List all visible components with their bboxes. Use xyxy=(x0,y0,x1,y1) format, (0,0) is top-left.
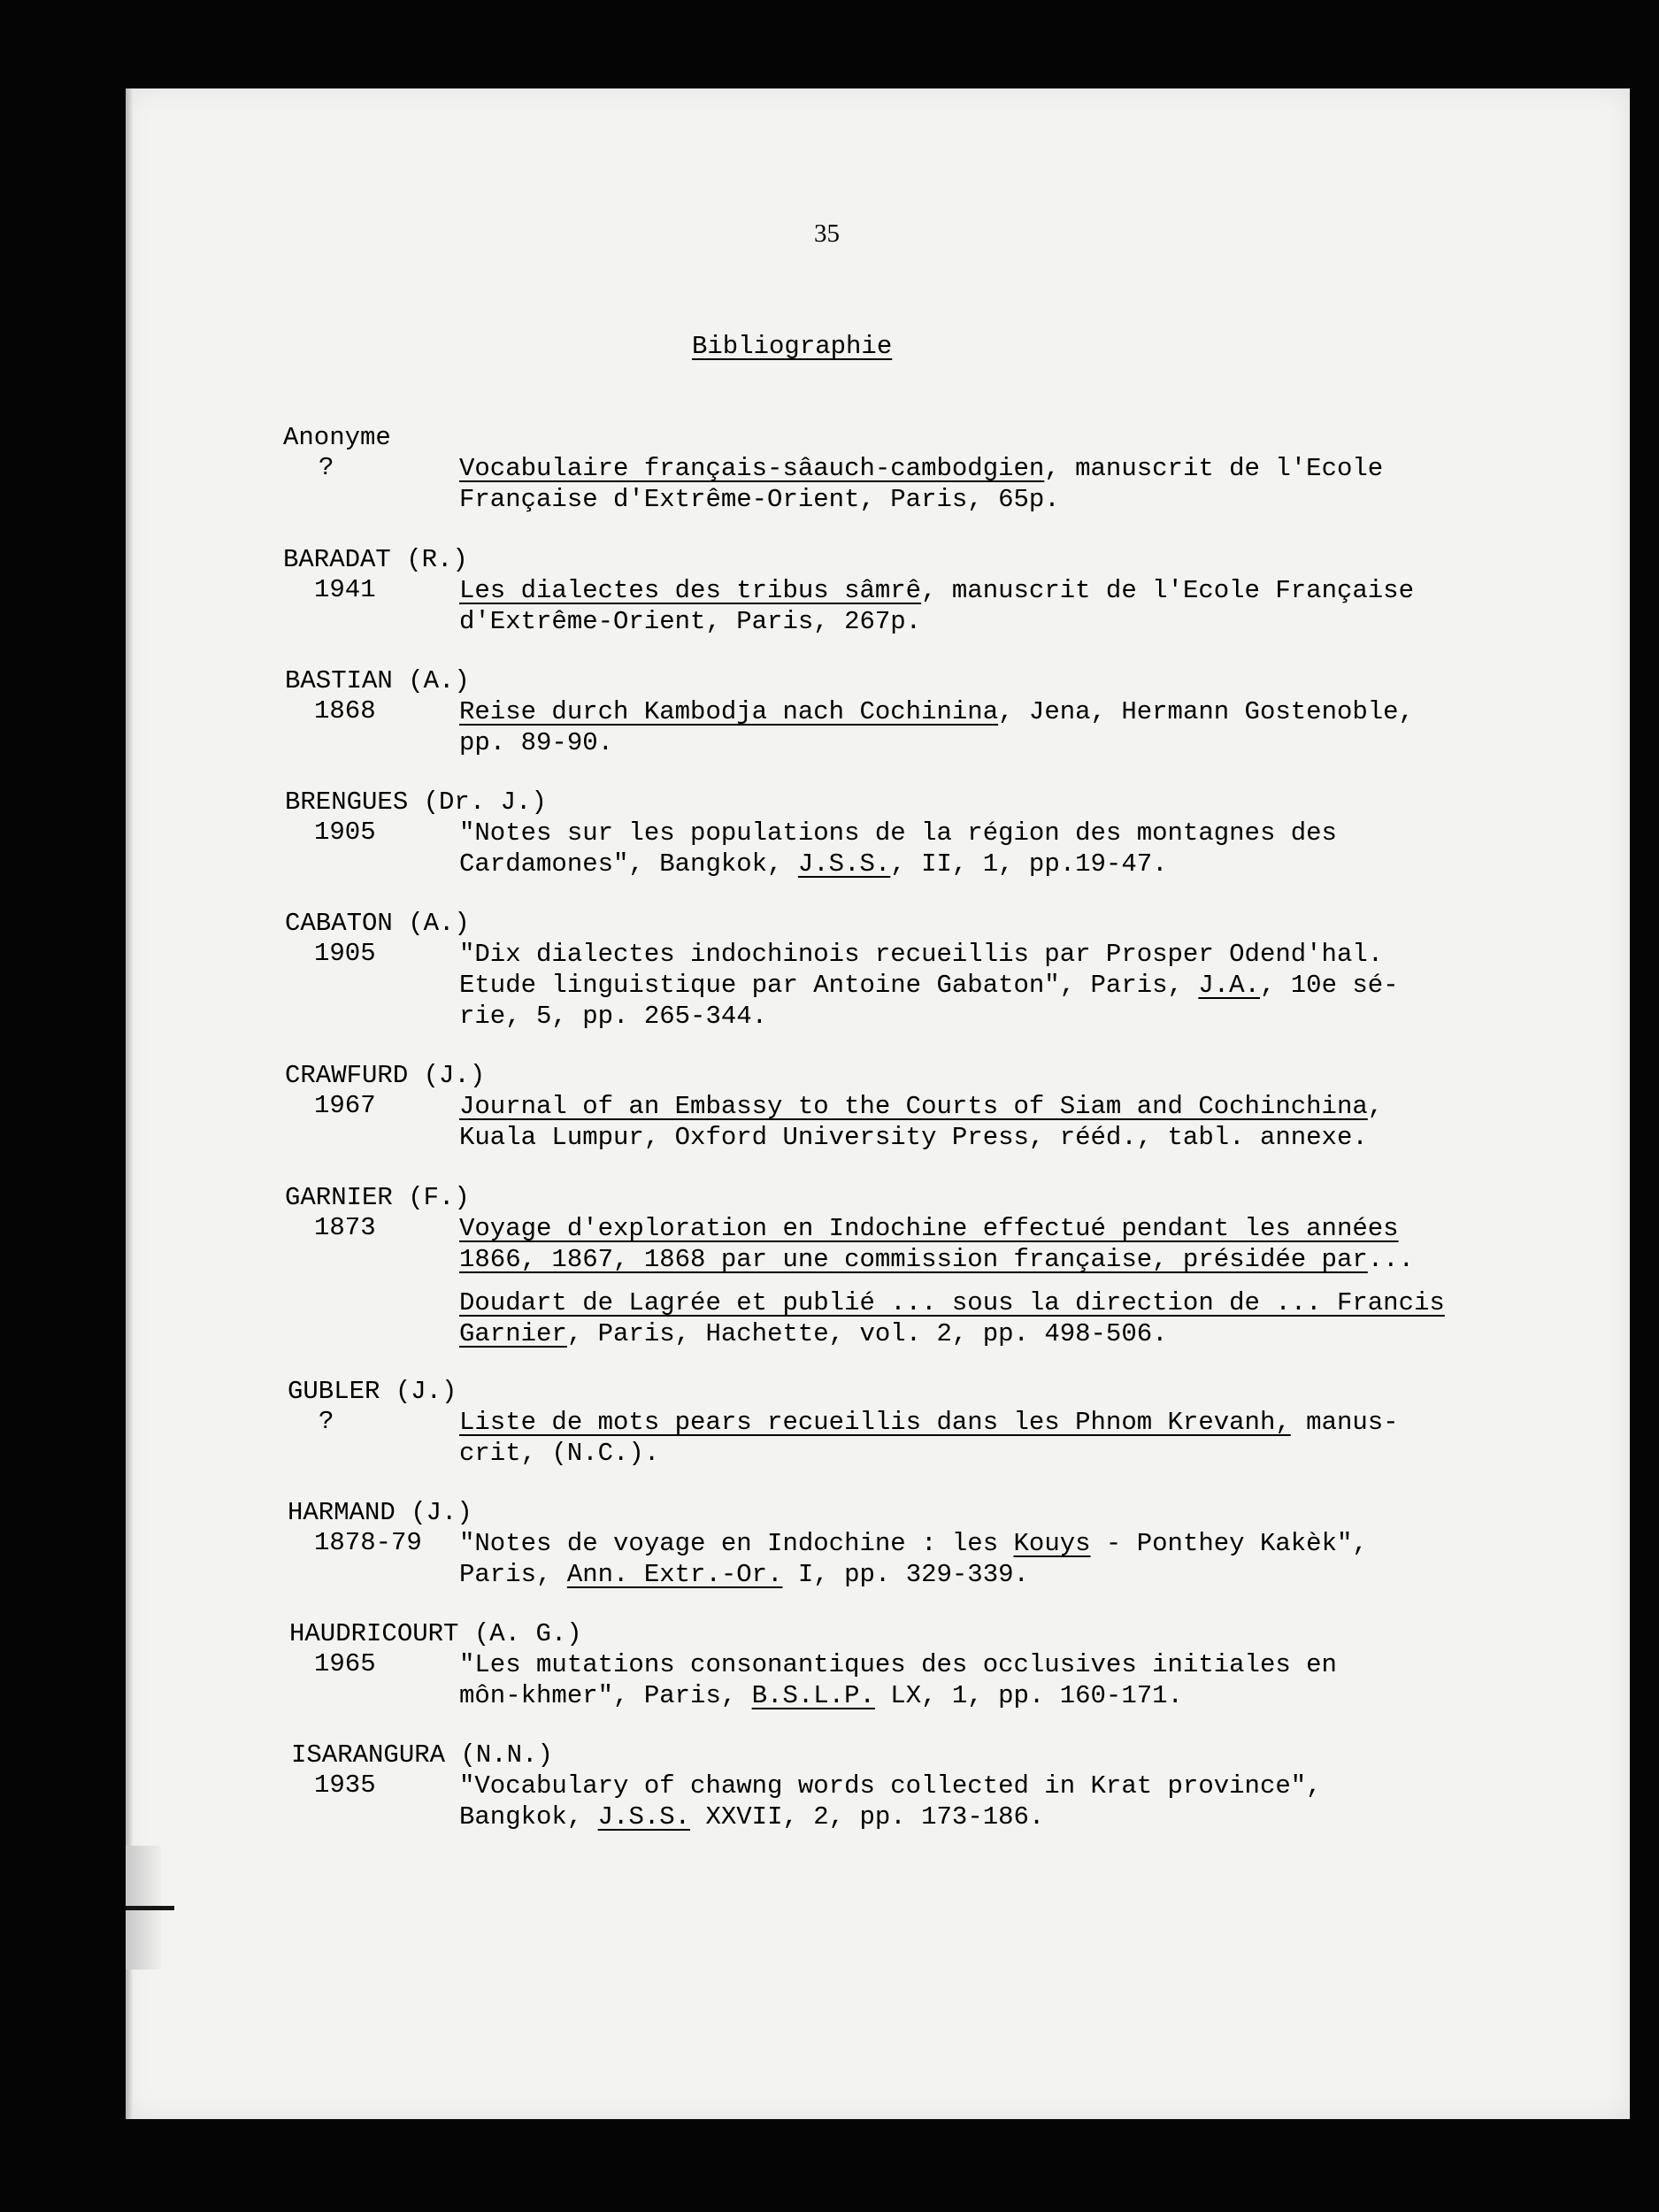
entry-text: , xyxy=(1367,1092,1384,1121)
entry-year: 1967 xyxy=(314,1091,376,1120)
entry-text-line xyxy=(459,1438,659,1469)
entry-text-line xyxy=(459,453,1383,484)
entry-text: Paris, xyxy=(459,1560,567,1589)
entry-text: , Jena, Hermann Gostenoble, xyxy=(998,697,1414,726)
entry-text-line xyxy=(459,1680,1183,1711)
entry-title-underlined: 1866, 1867, 1868 par une commission française, présidée par xyxy=(459,1245,1368,1274)
entry-text: "Vocabulary of chawng words collected in Krat province", xyxy=(459,1771,1322,1801)
entry-author: BRENGUES (Dr. J.) xyxy=(285,787,547,817)
entry-text-line xyxy=(459,1091,1383,1122)
entry-year: ? xyxy=(319,453,334,482)
page-fold-mark xyxy=(126,1906,174,1910)
entry-text-line xyxy=(459,818,1337,849)
entry-author: HARMAND (J.) xyxy=(288,1498,472,1527)
entry-author: CABATON (A.) xyxy=(285,909,470,938)
entry-title-underlined: Ann. Extr.-Or. xyxy=(566,1560,783,1589)
entry-title-underlined: Les dialectes des tribus sâmrê xyxy=(459,576,922,605)
entry-text-line xyxy=(459,1559,1029,1590)
entry-text-line xyxy=(459,1770,1322,1801)
entry-year: 1941 xyxy=(314,575,376,604)
entry-text: , II, 1, pp.19-47. xyxy=(890,849,1168,879)
entry-year: ? xyxy=(319,1407,334,1436)
entry-text: crit, (N.C.). xyxy=(459,1439,660,1468)
entry-text-line xyxy=(459,696,1414,727)
entry-text: LX, 1, pp. 160-171. xyxy=(874,1681,1183,1710)
entry-text-line xyxy=(459,970,1399,1001)
entry-title-underlined: Reise durch Kambodja nach Cochinina xyxy=(459,697,999,726)
entry-text-line xyxy=(459,484,1060,515)
entry-text: , 10e sé- xyxy=(1259,971,1399,1000)
page-title: Bibliographie xyxy=(692,332,893,361)
entry-text: ... xyxy=(1367,1245,1414,1274)
entry-text: Etude linguistique par Antoine Gabaton", Paris, xyxy=(459,971,1199,1000)
entry-author: GARNIER (F.) xyxy=(285,1183,470,1212)
entry-text-line xyxy=(459,575,1414,606)
entry-author: ISARANGURA (N.N.) xyxy=(291,1740,553,1770)
page-number: 35 xyxy=(814,219,840,248)
entry-text: XXVII, 2, pp. 173-186. xyxy=(690,1802,1045,1832)
entry-text-line xyxy=(459,1287,1445,1318)
entry-text: "Notes sur les populations de la région des montagnes des xyxy=(459,818,1337,848)
entry-text-line xyxy=(459,1528,1368,1559)
entry-author: CRAWFURD (J.) xyxy=(285,1061,486,1090)
entry-year: 1905 xyxy=(314,818,376,847)
entry-year: 1868 xyxy=(314,696,376,726)
entry-author: BARADAT (R.) xyxy=(283,545,468,574)
entry-text: , Paris, Hachette, vol. 2, pp. 498-506. xyxy=(566,1319,1168,1348)
entry-text-line xyxy=(459,727,613,758)
entry-title-underlined: Doudart de Lagrée et publié ... sous la direction de ... Francis xyxy=(459,1288,1445,1317)
entry-text-line xyxy=(459,939,1383,970)
entry-text: rie, 5, pp. 265-344. xyxy=(459,1002,768,1031)
entry-text-line xyxy=(459,1122,1368,1153)
entry-author: Anonyme xyxy=(283,423,391,452)
entry-text: pp. 89-90. xyxy=(459,728,614,757)
entry-year: 1905 xyxy=(314,939,376,968)
entry-year: 1965 xyxy=(314,1649,376,1678)
entry-year: 1935 xyxy=(314,1770,376,1800)
entry-text: "Dix dialectes indochinois recueillis par Prosper Odend'hal. xyxy=(459,940,1384,969)
entry-text-line xyxy=(459,606,921,637)
entry-author: BASTIAN (A.) xyxy=(285,666,470,695)
entry-title-underlined: Voyage d'exploration en Indochine effectué pendant les années xyxy=(459,1214,1399,1243)
entry-text: Française d'Extrême-Orient, Paris, 65p. xyxy=(459,485,1060,514)
entry-text: "Notes de voyage en Indochine : les xyxy=(459,1529,1014,1558)
entry-text: môn-khmer", Paris, xyxy=(459,1681,752,1710)
entry-title-underlined: Kouys xyxy=(1013,1529,1091,1558)
entry-title-underlined: B.S.L.P. xyxy=(751,1681,875,1710)
entry-text-line xyxy=(459,1213,1399,1244)
entry-title-underlined: J.S.S. xyxy=(597,1802,691,1832)
entry-text-line xyxy=(459,1649,1337,1680)
entry-title-underlined: J.S.S. xyxy=(797,849,891,879)
entry-text: - Ponthey Kakèk", xyxy=(1090,1529,1368,1558)
entry-year: 1878-79 xyxy=(314,1528,422,1557)
entry-text: , manuscrit de l'Ecole Française xyxy=(921,576,1414,605)
entry-title-underlined: J.A. xyxy=(1198,971,1260,1000)
entry-text-line xyxy=(459,1244,1414,1275)
entry-text: "Les mutations consonantiques des occlusives initiales en xyxy=(459,1650,1337,1679)
entry-text-line xyxy=(459,1001,767,1032)
entry-author: HAUDRICOURT (A. G.) xyxy=(289,1619,582,1648)
entry-text: d'Extrême-Orient, Paris, 267p. xyxy=(459,607,922,636)
entry-text: I, pp. 329-339. xyxy=(782,1560,1029,1589)
entry-year: 1873 xyxy=(314,1213,376,1242)
entry-text: , manuscrit de l'Ecole xyxy=(1044,454,1384,483)
entry-author: GUBLER (J.) xyxy=(288,1377,457,1406)
entry-text-line xyxy=(459,1801,1044,1832)
entry-title-underlined: Garnier xyxy=(459,1319,567,1348)
entry-text: Cardamones", Bangkok, xyxy=(459,849,798,879)
entry-text: Kuala Lumpur, Oxford University Press, rééd., tabl. annexe. xyxy=(459,1123,1368,1152)
entry-title-underlined: Vocabulaire français-sâauch-cambodgien xyxy=(459,454,1045,483)
entry-text: Bangkok, xyxy=(459,1802,598,1832)
entry-text: manus- xyxy=(1290,1408,1399,1437)
entry-text-line xyxy=(459,1318,1168,1349)
entry-title-underlined: Journal of an Embassy to the Courts of Siam and Cochinchina xyxy=(459,1092,1368,1121)
entry-text-line xyxy=(459,1407,1399,1438)
page-binding-edge xyxy=(126,88,133,2119)
entry-title-underlined: Liste de mots pears recueillis dans les Phnom Krevanh, xyxy=(459,1408,1291,1437)
entry-text-line xyxy=(459,849,1168,879)
